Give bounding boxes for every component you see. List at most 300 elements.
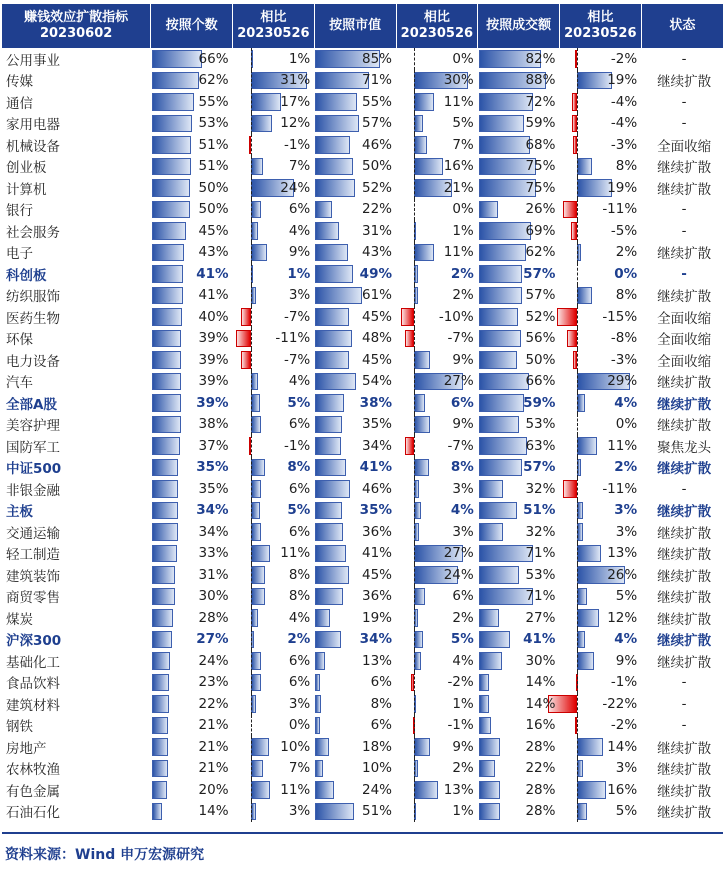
positive-data-bar <box>577 738 602 756</box>
cell-cap-chg <box>396 392 478 414</box>
cell-count-chg <box>233 371 315 393</box>
cell-count-chg <box>233 586 315 608</box>
cell-value: 4% <box>288 222 311 239</box>
row-status: 继续扩散 <box>657 654 712 671</box>
table-row <box>2 500 723 522</box>
positive-data-bar <box>577 631 584 649</box>
cell-cap-chg <box>396 156 478 178</box>
positive-data-bar <box>479 244 526 262</box>
positive-data-bar <box>479 803 500 821</box>
cell-cap-chg <box>396 650 478 672</box>
cell-value: 6% <box>288 480 311 497</box>
positive-data-bar <box>251 566 266 584</box>
positive-data-bar <box>152 781 167 799</box>
cell-value: 55% <box>198 93 229 110</box>
cell-value: 38% <box>198 416 229 433</box>
row-status: - <box>681 50 687 67</box>
cell-turn <box>478 758 560 780</box>
positive-data-bar <box>479 738 500 756</box>
zero-axis-line <box>251 285 252 307</box>
zero-axis-line <box>414 779 415 801</box>
cell-cap <box>314 220 396 242</box>
cell-turn-chg <box>559 435 641 457</box>
table-row <box>2 715 723 737</box>
row-status: 继续扩散 <box>657 525 712 542</box>
cell-cap <box>314 48 396 70</box>
row-name: 银行 <box>6 203 33 220</box>
cell-turn <box>478 779 560 801</box>
cell-value: 24% <box>198 652 229 669</box>
zero-axis-line <box>251 242 252 264</box>
cell-cap-chg <box>396 70 478 92</box>
zero-axis-line <box>251 328 252 350</box>
cell-cap-chg <box>396 672 478 694</box>
cell-cap-chg <box>396 500 478 522</box>
cell-value: 9% <box>615 652 638 669</box>
cell-cap <box>314 306 396 328</box>
cell-value: 3% <box>288 803 311 820</box>
positive-data-bar <box>251 652 262 670</box>
cell-value: 3% <box>615 760 638 777</box>
cell-cap-chg <box>396 435 478 457</box>
table-row <box>2 564 723 586</box>
cell-value: 11% <box>280 545 311 562</box>
cell-cap <box>314 70 396 92</box>
cell-value: 59% <box>525 115 556 132</box>
cell-count-chg <box>233 543 315 565</box>
negative-data-bar <box>571 222 578 240</box>
positive-data-bar <box>479 416 519 434</box>
cell-cap <box>314 715 396 737</box>
zero-axis-line <box>414 543 415 565</box>
zero-axis-line <box>414 306 415 328</box>
row-name: 创业板 <box>6 160 47 177</box>
positive-data-bar <box>479 437 527 455</box>
cell-value: 19% <box>361 609 392 626</box>
row-name: 传媒 <box>6 74 33 91</box>
cell-value: 34% <box>196 502 229 519</box>
positive-data-bar <box>315 373 356 391</box>
cell-count-chg <box>233 478 315 500</box>
cell-value: 1% <box>287 265 311 282</box>
zero-axis-line <box>577 177 578 199</box>
row-name: 钢铁 <box>6 719 33 736</box>
cell-turn <box>478 177 560 199</box>
header-count-chg <box>233 4 315 48</box>
zero-axis-line <box>251 478 252 500</box>
zero-axis-line <box>414 177 415 199</box>
cell-count-chg <box>233 349 315 371</box>
cell-count-chg <box>233 521 315 543</box>
cell-count <box>151 156 233 178</box>
zero-axis-line <box>414 693 415 715</box>
positive-data-bar <box>152 652 170 670</box>
cell-value: 29% <box>607 373 638 390</box>
zero-axis-line <box>251 564 252 586</box>
row-status: 继续扩散 <box>657 74 712 91</box>
cell-value: 10% <box>361 760 392 777</box>
positive-data-bar <box>315 158 353 176</box>
cell-count-chg <box>233 156 315 178</box>
table-row <box>2 543 723 565</box>
cell-count <box>151 285 233 307</box>
cell-value: 27% <box>443 373 474 390</box>
cell-cap <box>314 758 396 780</box>
cell-count <box>151 91 233 113</box>
cell-value: 32% <box>525 523 556 540</box>
table-row <box>2 650 723 672</box>
positive-data-bar <box>251 545 271 563</box>
cell-value: 7% <box>452 136 474 153</box>
table-row <box>2 70 723 92</box>
row-name: 石油石化 <box>6 805 60 822</box>
row-status: 继续扩散 <box>657 181 712 198</box>
cell-value: 0% <box>288 717 311 734</box>
positive-data-bar <box>414 136 427 154</box>
negative-data-bar <box>563 480 578 498</box>
cell-count-chg <box>233 220 315 242</box>
cell-value: 26% <box>607 566 638 583</box>
row-name: 电力设备 <box>6 353 60 370</box>
cell-cap <box>314 779 396 801</box>
cell-value: 66% <box>525 373 556 390</box>
row-name: 非银金融 <box>6 482 60 499</box>
cell-value: 5% <box>287 394 311 411</box>
cell-value: 19% <box>607 72 638 89</box>
cell-value: 41% <box>523 631 556 648</box>
cell-turn-chg <box>559 371 641 393</box>
cell-value: 1% <box>452 222 474 239</box>
positive-data-bar <box>479 265 522 283</box>
cell-turn <box>478 736 560 758</box>
zero-axis-line <box>414 134 415 156</box>
cell-count-chg <box>233 457 315 479</box>
cell-count-chg <box>233 779 315 801</box>
zero-axis-line <box>251 672 252 694</box>
zero-axis-line <box>414 564 415 586</box>
cell-count <box>151 693 233 715</box>
cell-value: 35% <box>196 459 229 476</box>
zero-axis-line <box>251 758 252 780</box>
cell-turn-chg <box>559 349 641 371</box>
cell-cap-chg <box>396 328 478 350</box>
cell-value: 3% <box>288 695 311 712</box>
zero-axis-line <box>251 199 252 221</box>
positive-data-bar <box>315 781 333 799</box>
zero-axis-line <box>251 435 252 457</box>
row-name: 商贸零售 <box>6 590 60 607</box>
positive-data-bar <box>414 244 434 262</box>
table-row <box>2 629 723 651</box>
cell-value: 0% <box>452 50 474 67</box>
cell-count <box>151 779 233 801</box>
row-name: 科创板 <box>6 267 47 284</box>
cell-value: 85% <box>361 50 392 67</box>
positive-data-bar <box>251 502 260 520</box>
cell-count-chg <box>233 500 315 522</box>
cell-value: 0% <box>614 265 638 282</box>
header-count <box>151 4 233 48</box>
cell-value: 36% <box>361 588 392 605</box>
positive-data-bar <box>152 717 168 735</box>
cell-value: 11% <box>607 437 638 454</box>
zero-axis-line <box>577 306 578 328</box>
cell-value: 6% <box>452 588 474 605</box>
positive-data-bar <box>577 588 586 606</box>
cell-count <box>151 758 233 780</box>
cell-count-chg <box>233 650 315 672</box>
header-count-chg-line1: 相比 <box>260 10 287 25</box>
cell-value: 27% <box>525 609 556 626</box>
table-row <box>2 478 723 500</box>
cell-cap <box>314 457 396 479</box>
header-count-line1: 按照个数 <box>165 18 218 33</box>
positive-data-bar <box>152 244 185 262</box>
header-turn-chg-line1: 相比 <box>587 10 614 25</box>
cell-value: 21% <box>198 717 229 734</box>
cell-value: -15% <box>602 308 638 325</box>
cell-value: 9% <box>452 416 474 433</box>
positive-data-bar <box>152 351 182 369</box>
zero-axis-line <box>577 779 578 801</box>
positive-data-bar <box>315 738 329 756</box>
cell-turn-chg <box>559 715 641 737</box>
cell-count <box>151 242 233 264</box>
cell-count-chg <box>233 285 315 307</box>
cell-count <box>151 371 233 393</box>
positive-data-bar <box>152 588 175 606</box>
row-status: 继续扩散 <box>657 611 712 628</box>
cell-turn-chg <box>559 693 641 715</box>
row-name: 基础化工 <box>6 654 60 671</box>
cell-value: 2% <box>452 760 474 777</box>
cell-turn-chg <box>559 113 641 135</box>
positive-data-bar <box>251 93 282 111</box>
cell-value: 8% <box>370 695 392 712</box>
cell-value: 28% <box>525 803 556 820</box>
cell-value: 69% <box>525 222 556 239</box>
positive-data-bar <box>315 588 342 606</box>
zero-axis-line <box>251 392 252 414</box>
cell-value: 30% <box>525 652 556 669</box>
cell-cap <box>314 414 396 436</box>
zero-axis-line <box>251 586 252 608</box>
cell-value: 62% <box>198 72 229 89</box>
cell-cap <box>314 328 396 350</box>
positive-data-bar <box>577 437 597 455</box>
cell-count-chg <box>233 758 315 780</box>
zero-axis-line <box>577 435 578 457</box>
cell-turn <box>478 693 560 715</box>
source-note: 资料来源：Wind 申万宏源研究 <box>5 847 205 863</box>
cell-turn-chg <box>559 521 641 543</box>
row-status: 全面收缩 <box>657 353 712 370</box>
cell-count <box>151 435 233 457</box>
cell-turn <box>478 242 560 264</box>
row-status: 继续扩散 <box>657 783 712 800</box>
zero-axis-line <box>251 134 252 156</box>
positive-data-bar <box>414 588 425 606</box>
cell-turn <box>478 586 560 608</box>
cell-value: 22% <box>361 201 392 218</box>
row-status: - <box>681 115 687 132</box>
cell-value: 52% <box>361 179 392 196</box>
cell-cap-chg <box>396 134 478 156</box>
table-row <box>2 177 723 199</box>
zero-axis-line <box>251 457 252 479</box>
positive-data-bar <box>315 803 354 821</box>
zero-axis-line <box>577 371 578 393</box>
cell-value: -4% <box>610 115 638 132</box>
row-name: 计算机 <box>6 181 47 198</box>
row-status: 继续扩散 <box>657 160 712 177</box>
zero-axis-line <box>414 113 415 135</box>
positive-data-bar <box>315 222 339 240</box>
cell-value: -3% <box>610 136 638 153</box>
zero-axis-line <box>251 414 252 436</box>
header-name-line1: 赚钱效应扩散指标 <box>24 10 129 25</box>
positive-data-bar <box>152 803 163 821</box>
row-status: 全面收缩 <box>657 332 712 349</box>
positive-data-bar <box>315 609 329 627</box>
cell-value: 46% <box>361 136 392 153</box>
cell-cap <box>314 134 396 156</box>
cell-turn-chg <box>559 285 641 307</box>
cell-turn <box>478 328 560 350</box>
cell-count <box>151 801 233 823</box>
row-name: 汽车 <box>6 375 33 392</box>
cell-count <box>151 177 233 199</box>
positive-data-bar <box>152 523 178 541</box>
positive-data-bar <box>251 373 258 391</box>
table-row <box>2 91 723 113</box>
cell-cap-chg <box>396 113 478 135</box>
table-row <box>2 693 723 715</box>
negative-data-bar <box>563 201 578 219</box>
cell-value: 34% <box>198 523 229 540</box>
cell-value: 19% <box>607 179 638 196</box>
row-status: 全面收缩 <box>657 310 712 327</box>
cell-cap-chg <box>396 543 478 565</box>
cell-value: -5% <box>610 222 638 239</box>
cell-count <box>151 70 233 92</box>
positive-data-bar <box>577 803 586 821</box>
positive-data-bar <box>251 244 267 262</box>
cell-cap <box>314 263 396 285</box>
cell-count-chg <box>233 70 315 92</box>
positive-data-bar <box>479 631 510 649</box>
positive-data-bar <box>315 93 357 111</box>
cell-value: -1% <box>610 674 638 691</box>
positive-data-bar <box>315 631 341 649</box>
cell-value: 45% <box>361 308 392 325</box>
cell-count-chg <box>233 48 315 70</box>
zero-axis-line <box>414 349 415 371</box>
zero-axis-line <box>577 91 578 113</box>
positive-data-bar <box>251 781 271 799</box>
cell-turn <box>478 629 560 651</box>
cell-value: 5% <box>450 631 474 648</box>
cell-count <box>151 736 233 758</box>
positive-data-bar <box>152 201 190 219</box>
positive-data-bar <box>577 545 601 563</box>
positive-data-bar <box>315 308 349 326</box>
cell-value: -7% <box>283 308 311 325</box>
cell-value: 61% <box>361 287 392 304</box>
cell-value: 51% <box>523 502 556 519</box>
table-row <box>2 392 723 414</box>
positive-data-bar <box>414 652 421 670</box>
positive-data-bar <box>152 287 183 305</box>
positive-data-bar <box>479 330 522 348</box>
cell-cap-chg <box>396 371 478 393</box>
cell-value: 71% <box>361 72 392 89</box>
table-row <box>2 349 723 371</box>
cell-value: 51% <box>198 158 229 175</box>
cell-value: 16% <box>443 158 474 175</box>
positive-data-bar <box>315 760 323 778</box>
zero-axis-line <box>577 672 578 694</box>
cell-cap-chg <box>396 478 478 500</box>
cell-value: 48% <box>361 330 392 347</box>
zero-axis-line <box>414 736 415 758</box>
zero-axis-line <box>577 242 578 264</box>
cell-value: -1% <box>447 717 474 734</box>
row-status: 继续扩散 <box>657 461 712 478</box>
cell-count <box>151 500 233 522</box>
row-name: 有色金属 <box>6 783 60 800</box>
zero-axis-line <box>577 521 578 543</box>
cell-value: 41% <box>359 459 392 476</box>
zero-axis-line <box>577 650 578 672</box>
cell-value: 8% <box>615 158 638 175</box>
row-name: 通信 <box>6 95 33 112</box>
cell-turn <box>478 70 560 92</box>
zero-axis-line <box>577 457 578 479</box>
positive-data-bar <box>479 222 531 240</box>
cell-cap <box>314 199 396 221</box>
negative-data-bar <box>241 351 250 369</box>
cell-turn-chg <box>559 801 641 823</box>
footer-divider <box>2 832 723 834</box>
cell-cap <box>314 91 396 113</box>
positive-data-bar <box>414 738 430 756</box>
positive-data-bar <box>315 695 321 713</box>
cell-value: 52% <box>525 308 556 325</box>
zero-axis-line <box>577 586 578 608</box>
positive-data-bar <box>251 609 258 627</box>
cell-turn <box>478 435 560 457</box>
positive-data-bar <box>479 523 503 541</box>
positive-data-bar <box>152 330 182 348</box>
zero-axis-line <box>414 156 415 178</box>
cell-value: 62% <box>525 244 556 261</box>
cell-cap-chg <box>396 607 478 629</box>
zero-axis-line <box>414 629 415 651</box>
cell-value: 75% <box>525 179 556 196</box>
table-row <box>2 371 723 393</box>
cell-value: 3% <box>288 287 311 304</box>
positive-data-bar <box>315 394 344 412</box>
table-row <box>2 285 723 307</box>
cell-value: 39% <box>198 351 229 368</box>
table-row <box>2 435 723 457</box>
cell-value: 13% <box>361 652 392 669</box>
cell-value: 8% <box>288 588 311 605</box>
cell-turn-chg <box>559 564 641 586</box>
cell-turn-chg <box>559 478 641 500</box>
cell-value: 3% <box>452 523 474 540</box>
